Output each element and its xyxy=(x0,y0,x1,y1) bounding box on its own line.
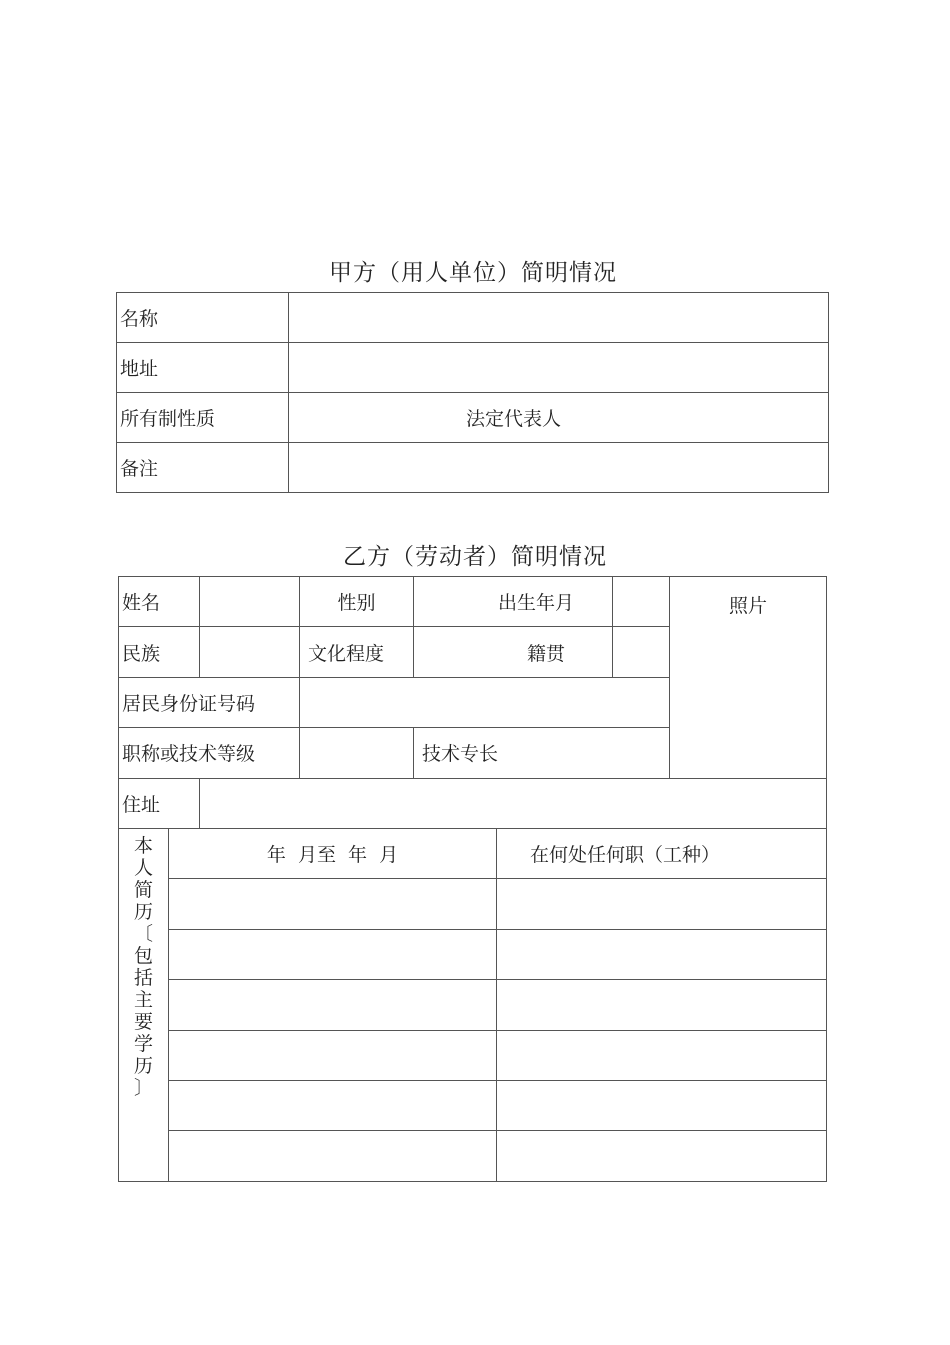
resume-period-field[interactable] xyxy=(169,1080,497,1130)
table-row xyxy=(119,577,827,627)
resume-position-field[interactable] xyxy=(497,1131,827,1181)
resume-position-field[interactable] xyxy=(497,1030,827,1080)
title-grade-field[interactable] xyxy=(300,728,414,778)
table-row xyxy=(117,343,829,393)
education-label: 文化程度 xyxy=(300,627,414,677)
title-grade-label: 职称或技术等级 xyxy=(119,728,300,778)
party-a-title: 甲方（用人单位）简明情况 xyxy=(329,260,617,286)
table-row xyxy=(119,929,827,979)
resume-period-field[interactable] xyxy=(169,929,497,979)
ownership-legal-rep-cell[interactable] xyxy=(289,393,829,443)
id-number-label: 居民身份证号码 xyxy=(119,677,300,727)
remarks-label: 备注 xyxy=(117,443,289,493)
table-row xyxy=(117,443,829,493)
name-field[interactable] xyxy=(200,577,300,627)
table-row xyxy=(119,778,827,828)
table-row xyxy=(117,293,829,343)
ethnicity-field[interactable] xyxy=(200,627,300,677)
resume-position-field[interactable] xyxy=(497,1080,827,1130)
resume-position-field[interactable] xyxy=(497,929,827,979)
name-label: 姓名 xyxy=(119,577,200,627)
photo-label: 照片 xyxy=(729,595,768,617)
table-row xyxy=(119,879,827,929)
residence-field[interactable] xyxy=(200,778,827,828)
table-row xyxy=(119,828,827,878)
resume-position-field[interactable] xyxy=(497,980,827,1030)
address-field[interactable] xyxy=(289,343,829,393)
table-row xyxy=(117,393,829,443)
party-b-title: 乙方（劳动者）简明情况 xyxy=(343,544,607,570)
name-label: 名称 xyxy=(117,293,289,343)
table-row xyxy=(119,1131,827,1181)
photo-box[interactable] xyxy=(670,577,827,779)
resume-position-header: 在何处任何职（工种） xyxy=(497,828,827,878)
resume-period-field[interactable] xyxy=(169,1131,497,1181)
id-number-field[interactable] xyxy=(300,677,670,727)
resume-vertical-label: 本 人 简 历 〔 包 括 主 要 学 历 〕 xyxy=(119,828,169,1181)
specialty-label: 技术专长 xyxy=(414,728,670,778)
native-place-field[interactable] xyxy=(613,627,670,677)
gender-label: 性别 xyxy=(300,577,414,627)
name-field[interactable] xyxy=(289,293,829,343)
party-a-table xyxy=(116,292,829,493)
resume-period-header: 年 月至 年 月 xyxy=(169,828,497,878)
legal-rep-label: 法定代表人 xyxy=(466,408,562,430)
birth-field[interactable] xyxy=(613,577,670,627)
table-row xyxy=(119,1030,827,1080)
table-row xyxy=(119,1080,827,1130)
address-label: 地址 xyxy=(117,343,289,393)
table-row xyxy=(119,980,827,1030)
party-b-table xyxy=(118,576,827,1182)
resume-period-field[interactable] xyxy=(169,980,497,1030)
resume-period-field[interactable] xyxy=(169,879,497,929)
resume-period-field[interactable] xyxy=(169,1030,497,1080)
residence-label: 住址 xyxy=(119,778,200,828)
birth-label: 出生年月 xyxy=(414,577,613,627)
ethnicity-label: 民族 xyxy=(119,627,200,677)
resume-position-field[interactable] xyxy=(497,879,827,929)
remarks-field[interactable] xyxy=(289,443,829,493)
native-place-label: 籍贯 xyxy=(414,627,613,677)
ownership-label: 所有制性质 xyxy=(117,393,289,443)
